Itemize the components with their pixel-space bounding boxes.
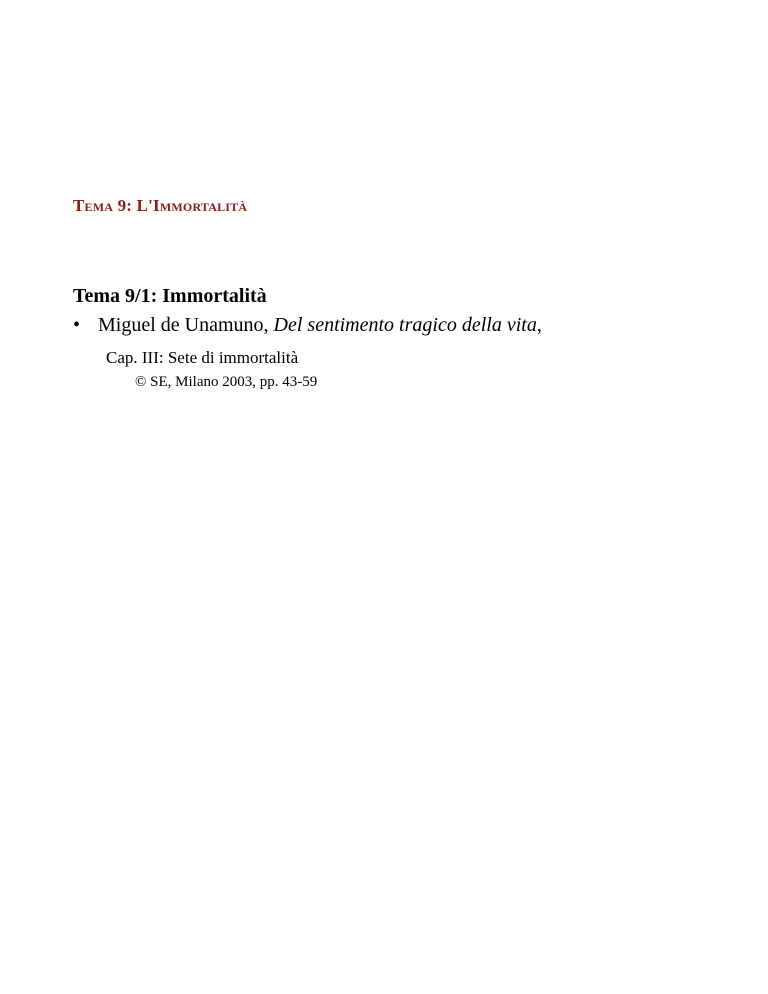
entry-publisher: © SE, Milano 2003, pp. 43-59 (135, 374, 318, 390)
reading-entry (73, 314, 542, 337)
section-title: Tema 9/1: Immortalità (73, 285, 267, 307)
entry-work-title: Del sentimento tragico della vita (273, 314, 537, 336)
bullet-marker: • (73, 314, 81, 336)
entry-author: Miguel de Unamuno, (98, 314, 269, 336)
chapter-title: Tema 9: L'Immortalità (73, 196, 248, 215)
entry-chapter: Cap. III: Sete di immortalità (106, 348, 299, 367)
entry-trailing-punctuation: , (536, 314, 542, 336)
